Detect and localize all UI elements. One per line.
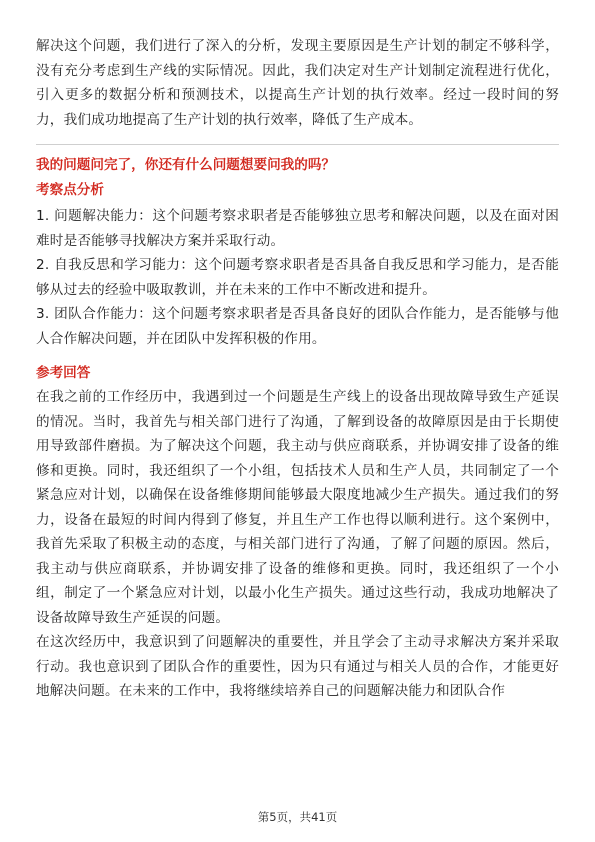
- page-number-footer: 第5页，共41页: [257, 810, 338, 824]
- document-page: [36, 0, 559, 704]
- reference-heading: 参考回答: [36, 365, 91, 381]
- reference-paragraph: 在这次经历中，我意识到了问题解决的重要性，并且学会了主动寻求解决方案并采取行动。我也意识到了团队合作的重要性，因为只有通过与相关人员的合作，才能更好地解决问题。在未来的工作中，我将继续培养自己的问题解决能力和团队合作: [36, 634, 559, 699]
- intro-paragraph: 解决这个问题，我们进行了深入的分析，发现主要原因是生产计划的制定不够科学，没有充分考虑到生产线的实际情况。因此，我们决定对生产计划制定流程进行优化，引入更多的数据分析和预测技术，以提高生产计划的执行效率。经过一段时间的努力，我们成功地提高了生产计划的执行效率，降低了生产成本。: [36, 38, 559, 128]
- analysis-item: 3. 团队合作能力：这个问题考察求职者是否具备良好的团队合作能力，是否能够与他人合作解决问题，并在团队中发挥积极的作用。: [36, 306, 559, 347]
- analysis-item: 2. 自我反思和学习能力：这个问题考察求职者是否具备自我反思和学习能力，是否能够从过去的经验中吸取教训，并在未来的工作中不断改进和提升。: [36, 257, 559, 298]
- analysis-heading: 考察点分析: [36, 182, 104, 198]
- reference-paragraph: 在我之前的工作经历中，我遇到过一个问题是生产线上的设备出现故障导致生产延误的情况。当时，我首先与相关部门进行了沟通，了解到设备的故障原因是由于长期使用导致部件磨损。为了解决这个问题，我主动与供应商联系，并协调安排了设备的维修和更换。同时，我还组织了一个小组，包括技术人员和生产人员，共同制定了一个紧急应对计划，以确保在设备维修期间能够最大限度地减少生产损失。通过我们的努力，设备在最短的时间内得到了修复，并且生产工作也得以顺利进行。这个案例中，我首先采取了积极主动的态度，与相关部门进行了沟通，了解了问题的原因。然后，我主动与供应商联系，并协调安排了设备的维修和更换。同时，我还组织了一个小组，制定了一个紧急应对计划，以最小化生产损失。通过这些行动，我成功地解决了设备故障导致生产延误的问题。: [36, 389, 559, 626]
- analysis-item: 1. 问题解决能力：这个问题考察求职者是否能够独立思考和解决问题，以及在面对困难时是否能够寻找解决方案并采取行动。: [36, 208, 559, 249]
- section-divider: [36, 144, 559, 145]
- question-heading: 我的问题问完了，你还有什么问题想要问我的吗？: [36, 157, 336, 173]
